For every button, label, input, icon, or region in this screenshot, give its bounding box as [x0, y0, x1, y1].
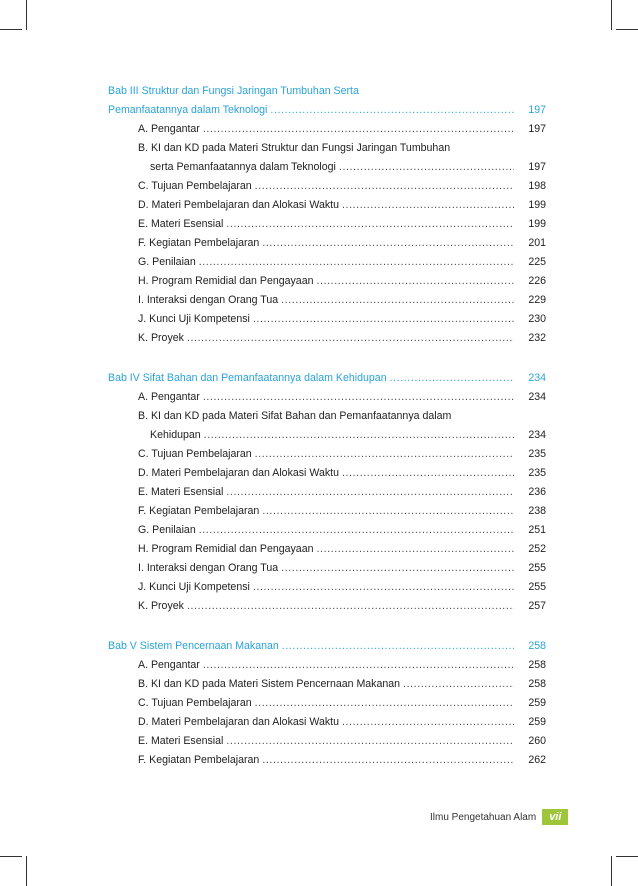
- dot-leader: [255, 445, 514, 464]
- page-number: 258: [528, 678, 546, 690]
- page-number: 259: [528, 716, 546, 728]
- toc-entry[interactable]: [108, 540, 546, 559]
- page-number: 232: [528, 332, 546, 344]
- toc-entry[interactable]: [108, 464, 546, 483]
- entry-label: D. Materi Pembelajaran dan Alokasi Waktu: [138, 199, 339, 211]
- dot-leader: [187, 597, 514, 616]
- entry-label: H. Program Remidial dan Pengayaan: [138, 275, 314, 287]
- entry-label: D. Materi Pembelajaran dan Alokasi Waktu: [138, 716, 339, 728]
- page-number: 201: [528, 237, 546, 249]
- toc-entry[interactable]: [108, 272, 546, 291]
- chapter-title: Bab IV Sifat Bahan dan Pemanfaatannya dalam Kehidupan: [108, 372, 387, 384]
- dot-leader: [342, 713, 514, 732]
- toc-entry-continuation[interactable]: [108, 426, 546, 445]
- crop-mark: [616, 29, 638, 30]
- dot-leader: [255, 694, 514, 713]
- toc-entry[interactable]: [108, 291, 546, 310]
- crop-mark: [0, 29, 22, 30]
- page-number: 199: [528, 218, 546, 230]
- dot-leader: [253, 310, 514, 329]
- entry-label: E. Materi Esensial: [138, 218, 224, 230]
- dot-leader: [270, 101, 514, 120]
- entry-label: G. Penilaian: [138, 256, 196, 268]
- page-number: 255: [528, 562, 546, 574]
- toc-entry[interactable]: [108, 597, 546, 616]
- entry-label: F. Kegiatan Pembelajaran: [138, 505, 260, 517]
- entry-label: I. Interaksi dengan Orang Tua: [138, 562, 279, 574]
- dot-leader: [226, 732, 514, 751]
- page-number: 258: [528, 640, 546, 652]
- page-number: 258: [528, 659, 546, 671]
- chapter-heading[interactable]: [108, 369, 546, 388]
- page-number: 235: [528, 467, 546, 479]
- page-number: 229: [528, 294, 546, 306]
- entry-label: C. Tujuan Pembelajaran: [138, 448, 252, 460]
- dot-leader: [316, 272, 514, 291]
- toc-entry[interactable]: [108, 120, 546, 139]
- page-footer: [430, 809, 580, 825]
- dot-leader: [390, 369, 514, 388]
- toc-entry[interactable]: [108, 196, 546, 215]
- page-number: 259: [528, 697, 546, 709]
- entry-label: G. Penilaian: [138, 524, 196, 536]
- toc-entry[interactable]: [108, 234, 546, 253]
- entry-label: E. Materi Esensial: [138, 486, 224, 498]
- chapter-title: Pemanfaatannya dalam Teknologi: [108, 104, 268, 116]
- crop-mark: [26, 0, 27, 30]
- toc-entry[interactable]: [108, 502, 546, 521]
- page-number: 234: [528, 372, 546, 384]
- page-number: 234: [528, 429, 546, 441]
- toc-entry[interactable]: [108, 732, 546, 751]
- entry-label: H. Program Remidial dan Pengayaan: [138, 543, 314, 555]
- toc-entry[interactable]: [108, 675, 546, 694]
- entry-label: K. Proyek: [138, 332, 184, 344]
- toc-entry[interactable]: [108, 559, 546, 578]
- dot-leader: [281, 559, 514, 578]
- page-number: 235: [528, 448, 546, 460]
- crop-mark: [616, 856, 638, 857]
- table-of-contents: [108, 82, 546, 770]
- chapter-heading[interactable]: [108, 101, 546, 120]
- dot-leader: [253, 578, 514, 597]
- dot-leader: [316, 540, 514, 559]
- page-number: 238: [528, 505, 546, 517]
- entry-label: serta Pemanfaatannya dalam Teknologi: [150, 161, 336, 173]
- dot-leader: [262, 751, 514, 770]
- chapter-title: Bab V Sistem Pencernaan Makanan: [108, 640, 279, 652]
- entry-label: C. Tujuan Pembelajaran: [138, 697, 252, 709]
- dot-leader: [203, 388, 514, 407]
- page-number: 199: [528, 199, 546, 211]
- dot-leader: [281, 291, 514, 310]
- dot-leader: [226, 483, 514, 502]
- entry-label: B. KI dan KD pada Materi Sifat Bahan dan Pemanfaatannya dalam: [138, 410, 452, 422]
- page-number: 236: [528, 486, 546, 498]
- crop-mark: [611, 856, 612, 886]
- toc-entry[interactable]: [108, 578, 546, 597]
- entry-label: Kehidupan: [150, 429, 201, 441]
- page-number: 226: [528, 275, 546, 287]
- page-number: 197: [528, 161, 546, 173]
- dot-leader: [226, 215, 514, 234]
- page-number: 252: [528, 543, 546, 555]
- crop-mark: [26, 856, 27, 886]
- chapter-heading[interactable]: [108, 637, 546, 656]
- page-number: 230: [528, 313, 546, 325]
- page-number: 197: [528, 123, 546, 135]
- toc-entry[interactable]: [108, 483, 546, 502]
- entry-label: D. Materi Pembelajaran dan Alokasi Waktu: [138, 467, 339, 479]
- entry-label: F. Kegiatan Pembelajaran: [138, 237, 260, 249]
- page-number: 197: [528, 104, 546, 116]
- dot-leader: [255, 177, 514, 196]
- toc-entry[interactable]: [108, 445, 546, 464]
- toc-entry[interactable]: [108, 329, 546, 348]
- dot-leader: [199, 253, 514, 272]
- page-number: 234: [528, 391, 546, 403]
- toc-entry[interactable]: [108, 253, 546, 272]
- entry-label: B. KI dan KD pada Materi Sistem Pencernaan Makanan: [138, 678, 401, 690]
- toc-entry[interactable]: [108, 407, 546, 426]
- toc-entry[interactable]: [108, 388, 546, 407]
- dot-leader: [262, 502, 514, 521]
- toc-entry[interactable]: [108, 177, 546, 196]
- entry-label: J. Kunci Uji Kompetensi: [138, 581, 250, 593]
- entry-label: F. Kegiatan Pembelajaran: [138, 754, 260, 766]
- dot-leader: [204, 426, 514, 445]
- toc-entry[interactable]: [108, 310, 546, 329]
- page-number: 225: [528, 256, 546, 268]
- chapter-heading[interactable]: [108, 82, 546, 101]
- toc-entry[interactable]: [108, 713, 546, 732]
- toc-entry[interactable]: [108, 215, 546, 234]
- crop-mark: [611, 0, 612, 30]
- entry-label: K. Proyek: [138, 600, 184, 612]
- toc-entry[interactable]: [108, 521, 546, 540]
- dot-leader: [282, 637, 514, 656]
- dot-leader: [342, 464, 514, 483]
- entry-label: J. Kunci Uji Kompetensi: [138, 313, 250, 325]
- entry-label: E. Materi Esensial: [138, 735, 224, 747]
- page-number: 251: [528, 524, 546, 536]
- page-number: 260: [528, 735, 546, 747]
- book-title: Ilmu Pengetahuan Alam: [430, 811, 537, 823]
- chapter-title: Bab III Struktur dan Fungsi Jaringan Tumbuhan Serta: [108, 85, 359, 97]
- page-number: 255: [528, 581, 546, 593]
- dot-leader: [203, 120, 514, 139]
- dot-leader: [342, 196, 514, 215]
- toc-entry-continuation[interactable]: [108, 158, 546, 177]
- entry-label: A. Pengantar: [138, 123, 200, 135]
- dot-leader: [199, 521, 514, 540]
- dot-leader: [339, 158, 514, 177]
- entry-label: A. Pengantar: [138, 391, 200, 403]
- page-number: 257: [528, 600, 546, 612]
- entry-label: C. Tujuan Pembelajaran: [138, 180, 252, 192]
- toc-entry[interactable]: [108, 694, 546, 713]
- toc-entry[interactable]: [108, 751, 546, 770]
- entry-label: B. KI dan KD pada Materi Struktur dan Fungsi Jaringan Tumbuhan: [138, 142, 451, 154]
- dot-leader: [262, 234, 514, 253]
- toc-entry[interactable]: [108, 656, 546, 675]
- crop-mark: [0, 856, 22, 857]
- dot-leader: [203, 656, 514, 675]
- page-number: 262: [528, 754, 546, 766]
- entry-label: I. Interaksi dengan Orang Tua: [138, 294, 279, 306]
- toc-entry[interactable]: [108, 139, 546, 158]
- dot-leader: [403, 675, 514, 694]
- dot-leader: [187, 329, 514, 348]
- entry-label: A. Pengantar: [138, 659, 200, 671]
- footer-page-number: vii: [542, 809, 568, 825]
- page-number: 198: [528, 180, 546, 192]
